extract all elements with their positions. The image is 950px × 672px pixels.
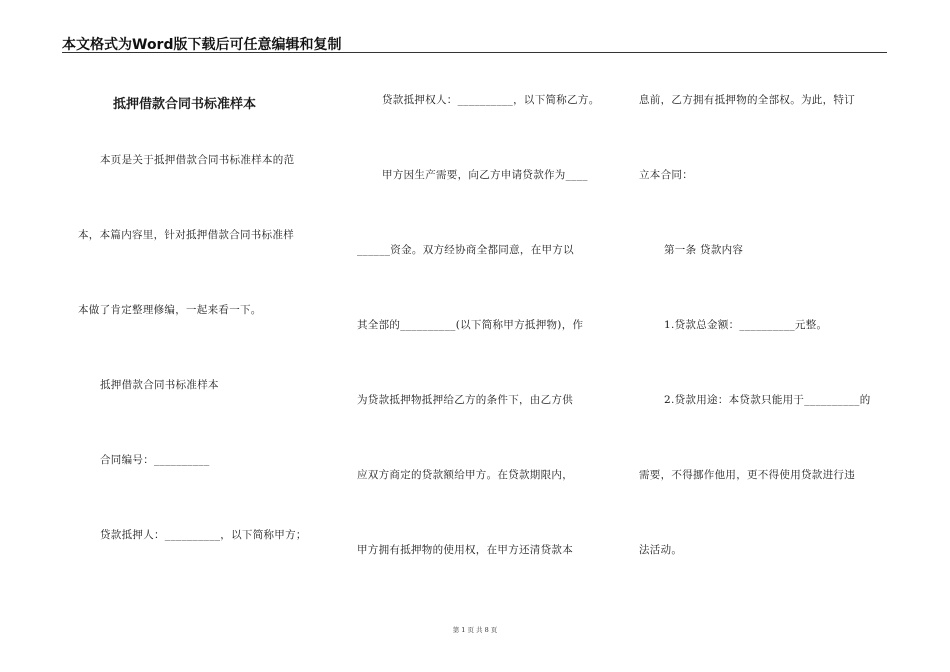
paragraph-line: 立本合同： — [639, 169, 693, 181]
paragraph-line: 应双方商定的贷款额给甲方。在贷款期限内， — [357, 469, 573, 481]
paragraph-line: 2.贷款用途：本贷款只能用于__________的 — [664, 394, 871, 406]
paragraph-line: 甲方拥有抵押物的使用权，在甲方还清贷款本 — [357, 544, 573, 556]
paragraph-line: 本页是关于抵押借款合同书标准样本的范 — [100, 154, 295, 166]
paragraph-line: 为贷款抵押物抵押给乙方的条件下，由乙方供 — [357, 394, 573, 406]
paragraph-line: ______资金。双方经协商全都同意，在甲方以 — [357, 244, 574, 256]
section-heading: 第一条 贷款内容 — [664, 244, 744, 256]
paragraph-line: 本，本篇内容里，针对抵押借款合同书标准样 — [78, 229, 294, 241]
header-divider — [62, 52, 887, 53]
paragraph-line: 1.贷款总金额：__________元整。 — [664, 319, 828, 331]
document-title: 抵押借款合同书标准样本 — [113, 97, 257, 112]
paragraph-line: 其全部的__________(以下简称甲方抵押物)，作 — [357, 319, 584, 331]
paragraph-line: 需要，不得挪作他用，更不得使用贷款进行违 — [639, 469, 855, 481]
paragraph-line: 甲方因生产需要，向乙方申请贷款作为____ — [382, 169, 588, 181]
paragraph-line: 合同编号：__________ — [100, 454, 210, 466]
paragraph-line: 法活动。 — [639, 544, 683, 556]
paragraph-line: 贷款抵押权人：__________，以下简称乙方。 — [382, 94, 600, 106]
paragraph-line: 息前，乙方拥有抵押物的全部权。为此，特订 — [639, 94, 855, 106]
paragraph-line: 本做了肯定整理修编，一起来看一下。 — [78, 304, 262, 316]
page-header: 本文格式为Word版下载后可任意编辑和复制 — [62, 37, 342, 53]
paragraph-line: 抵押借款合同书标准样本 — [100, 379, 219, 391]
paragraph-line: 贷款抵押人：__________，以下简称甲方； — [100, 529, 307, 541]
page-number: 第 1 页 共 8 页 — [452, 626, 498, 634]
